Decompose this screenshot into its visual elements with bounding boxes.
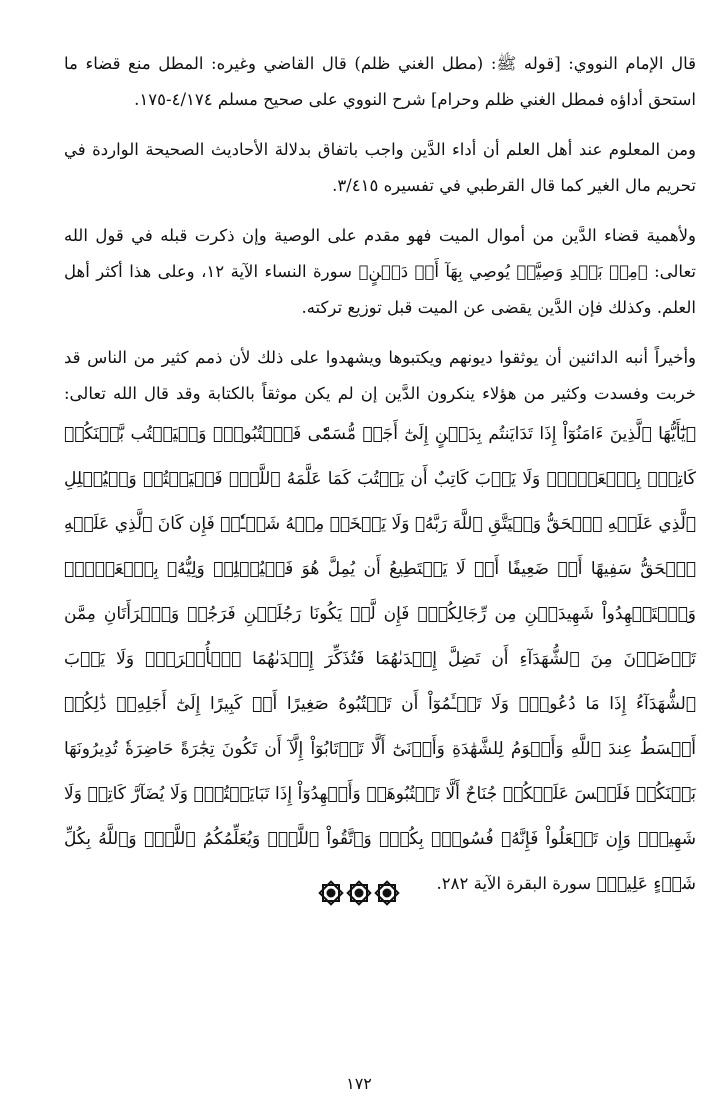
quran-verse: ﴿يَٰٓأَيُّهَا ٱلَّذِينَ ءَامَنُوٓاْ إِذَا تَدَايَنتُم بِدَيۡنٍ إِلَىٰٓ أَجَلٖ مُّسَمّٗى فَٱكۡتُبُوهُۚ وَلۡيَكۡتُب بَّيۡنَكُمۡ كَاتِبُۢ بِٱلۡعَدۡلِۚ وَلَا يَأۡبَ كَاتِبٌ أَن يَكۡتُبَ كَمَا عَلَّمَهُ ٱللَّهُۚ فَلۡيَكۡتُبۡ وَلۡيُمۡلِلِ ٱلَّذِي عَلَيۡهِ ٱلۡحَقُّ وَلۡيَتَّقِ ٱللَّهَ رَبَّهُۥ وَلَا يَبۡخَسۡ مِنۡهُ شَيۡـٔٗاۚ فَإِن كَانَ ٱلَّذِي عَلَيۡهِ ٱلۡحَقُّ سَفِيهًا أَوۡ ضَعِيفًا أَوۡ لَا يَسۡتَطِيعُ أَن يُمِلَّ هُوَ فَلۡيُمۡلِلۡ وَلِيُّهُۥ بِٱلۡعَدۡلِۚ وَٱسۡتَشۡهِدُواْ شَهِيدَيۡنِ مِن رِّجَالِكُمۡۖ فَإِن لَّمۡ يَكُونَا رَجُلَيۡنِ فَرَجُلٞ وَٱمۡرَأَتَانِ مِمَّن تَرۡضَوۡنَ مِنَ ٱلشُّهَدَآءِ أَن تَضِلَّ إِحۡدَىٰهُمَا فَتُذَكِّرَ إِحۡدَىٰهُمَا ٱلۡأُخۡرَىٰۚ وَلَا يَأۡبَ ٱلشُّهَدَآءُ إِذَا مَا دُعُواْۚ وَلَا تَسۡـَٔمُوٓاْ أَن تَكۡتُبُوهُ صَغِيرًا أَوۡ كَبِيرًا إِلَىٰٓ أَجَلِهِۦۚ ذَٰلِكُمۡ أَقۡسَطُ عِندَ ٱللَّهِ وَأَقۡوَمُ لِلشَّهَٰدَةِ وَأَدۡنَىٰٓ أَلَّا تَرۡتَابُوٓاْ إِلَّآ أَن تَكُونَ تِجَٰرَةً حَاضِرَةٗ تُدِيرُونَهَا بَيۡنَكُمۡ فَلَيۡسَ عَلَيۡكُمۡ جُنَاحٌ أَلَّا تَكۡتُبُوهَاۗ وَأَشۡهِدُوٓاْ إِذَا تَبَايَعۡتُمۡۚ وَلَا يُضَآرَّ كَاتِبٞ وَلَا شَهِيدٞۚ وَإِن تَفۡعَلُواْ فَإِنَّهُۥ فُسُوقُۢ بِكُمۡۗ وَٱتَّقُواْ ٱللَّهَۖ وَيُعَلِّمُكُمُ ٱللَّهُۗ وَٱللَّهُ بِكُلِّ شَيۡءٍ عَلِيمٞ﴾ — [64, 424, 696, 894]
verse-reference: سورة البقرة الآية ٢٨٢. — [436, 874, 597, 893]
paragraph-debt-obligation: ومن المعلوم عند أهل العلم أن أداء الدَّين واجب باتفاق بدلالة الأحاديث الصحيحة الواردة في تحريم مال الغير كما قال القرطبي في تفسيره ٣/٤١٥. — [64, 140, 696, 195]
page-body — [64, 46, 696, 907]
ornament-icon — [0, 880, 718, 910]
paragraph-nawawi-quote: قال الإمام النووي: [قوله ﷺ: (مطل الغني ظلم) قال القاضي وغيره: المطل منع قضاء ما استحق أداؤه فمطل الغني ظلم وحرام] شرح النووي على صحيح مسلم ٤/١٧٤-١٧٥. — [64, 54, 696, 109]
paragraph-debt-before-will: ولأهمية قضاء الدَّين من أموال الميت فهو مقدم على الوصية وإن ذكرت قبله في قول الله تعالى: ﴿مِنۢ بَعۡدِ وَصِيَّةٖ يُوصِي بِهَآ أَوۡ دَيۡنٍ﴾ سورة النساء الآية ١٢، وعلى هذا أكثر أهل العلم. وكذلك فإن الدَّين يقضى عن الميت قبل توزيع تركته. — [64, 226, 696, 317]
paragraph-advice-to-creditors — [64, 340, 696, 907]
advice-text: وأخيراً أنبه الدائنين أن يوثقوا ديونهم ويكتبوها ويشهدوا على ذلك لأن ذمم كثير من الناس قد خربت وفسدت وكثير من هؤلاء ينكرون الدَّين إن لم يكن موثقاً بالكتابة وقد قال الله تعالى: — [64, 348, 696, 403]
page-number: ١٧٢ — [346, 1074, 372, 1093]
three-star-ornament-icon — [317, 880, 401, 906]
